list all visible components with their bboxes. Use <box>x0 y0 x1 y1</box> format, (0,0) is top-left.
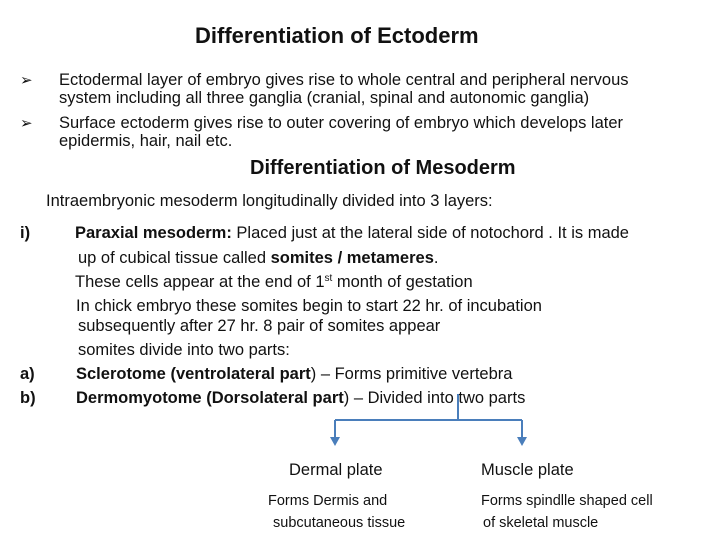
dermal-plate-label: Dermal plate <box>289 461 383 479</box>
dermomyotome-rest: ) – Divided into two parts <box>343 389 526 407</box>
item-b-marker: b) <box>20 389 36 407</box>
bullet-arrow-icon: ➢ <box>20 115 33 132</box>
item-i-line-2-post: . <box>433 249 439 267</box>
muscle-plate-desc-line-1: Forms spindlle shaped cell <box>481 493 653 509</box>
bullet-arrow-icon: ➢ <box>20 72 33 89</box>
right-arrow-head-icon <box>517 437 527 446</box>
item-i-marker: i) <box>20 224 31 242</box>
ectoderm-bullet-1-line-2: system including all three ganglia (cranial, spinal and autonomic ganglia) <box>59 89 590 107</box>
dermomyotome-term: Dermomyotome (Dorsolateral part <box>76 389 344 407</box>
item-i-line-6: somites divide into two parts: <box>78 341 290 359</box>
item-i-line-3-pre: These cells appear at the end of 1 <box>75 273 325 291</box>
item-i-line-2-pre: up of cubical tissue called <box>78 249 271 267</box>
paraxial-text: Placed just at the lateral side of notochord . It is made <box>231 224 629 242</box>
item-i-line-4: In chick embryo these somites begin to start 22 hr. of incubation <box>76 297 542 315</box>
ectoderm-bullet-1-line-1: Ectodermal layer of embryo gives rise to whole central and peripheral nervous <box>59 71 629 89</box>
dermal-plate-desc-line-1: Forms Dermis and <box>268 493 388 509</box>
item-a-marker: a) <box>20 365 35 383</box>
item-i-line-3-post: month of gestation <box>332 273 473 291</box>
dermal-plate-desc-line-2: subcutaneous tissue <box>273 515 406 531</box>
sclerotome-term: Sclerotome (ventrolateral part <box>76 365 311 383</box>
ectoderm-bullet-2-line-1: Surface ectoderm gives rise to outer covering of embryo which develops later <box>59 114 624 132</box>
ectoderm-bullet-2-line-2: epidermis, hair, nail etc. <box>59 132 233 150</box>
ectoderm-title: Differentiation of Ectoderm <box>195 23 479 48</box>
sclerotome-rest: ) – Forms primitive vertebra <box>310 365 513 383</box>
somites-term: somites / metameres <box>270 249 434 267</box>
item-i-line-3-sup: st <box>324 273 333 284</box>
paraxial-term: Paraxial mesoderm: <box>75 224 232 242</box>
left-arrow-head-icon <box>330 437 340 446</box>
mesoderm-intro: Intraembryonic mesoderm longitudinally divided into 3 layers: <box>46 192 493 210</box>
muscle-plate-label: Muscle plate <box>481 461 574 479</box>
mesoderm-title: Differentiation of Mesoderm <box>250 157 516 179</box>
muscle-plate-desc-line-2: of skeletal muscle <box>483 515 599 531</box>
item-i-line-5: subsequently after 27 hr. 8 pair of somites appear <box>78 317 441 335</box>
